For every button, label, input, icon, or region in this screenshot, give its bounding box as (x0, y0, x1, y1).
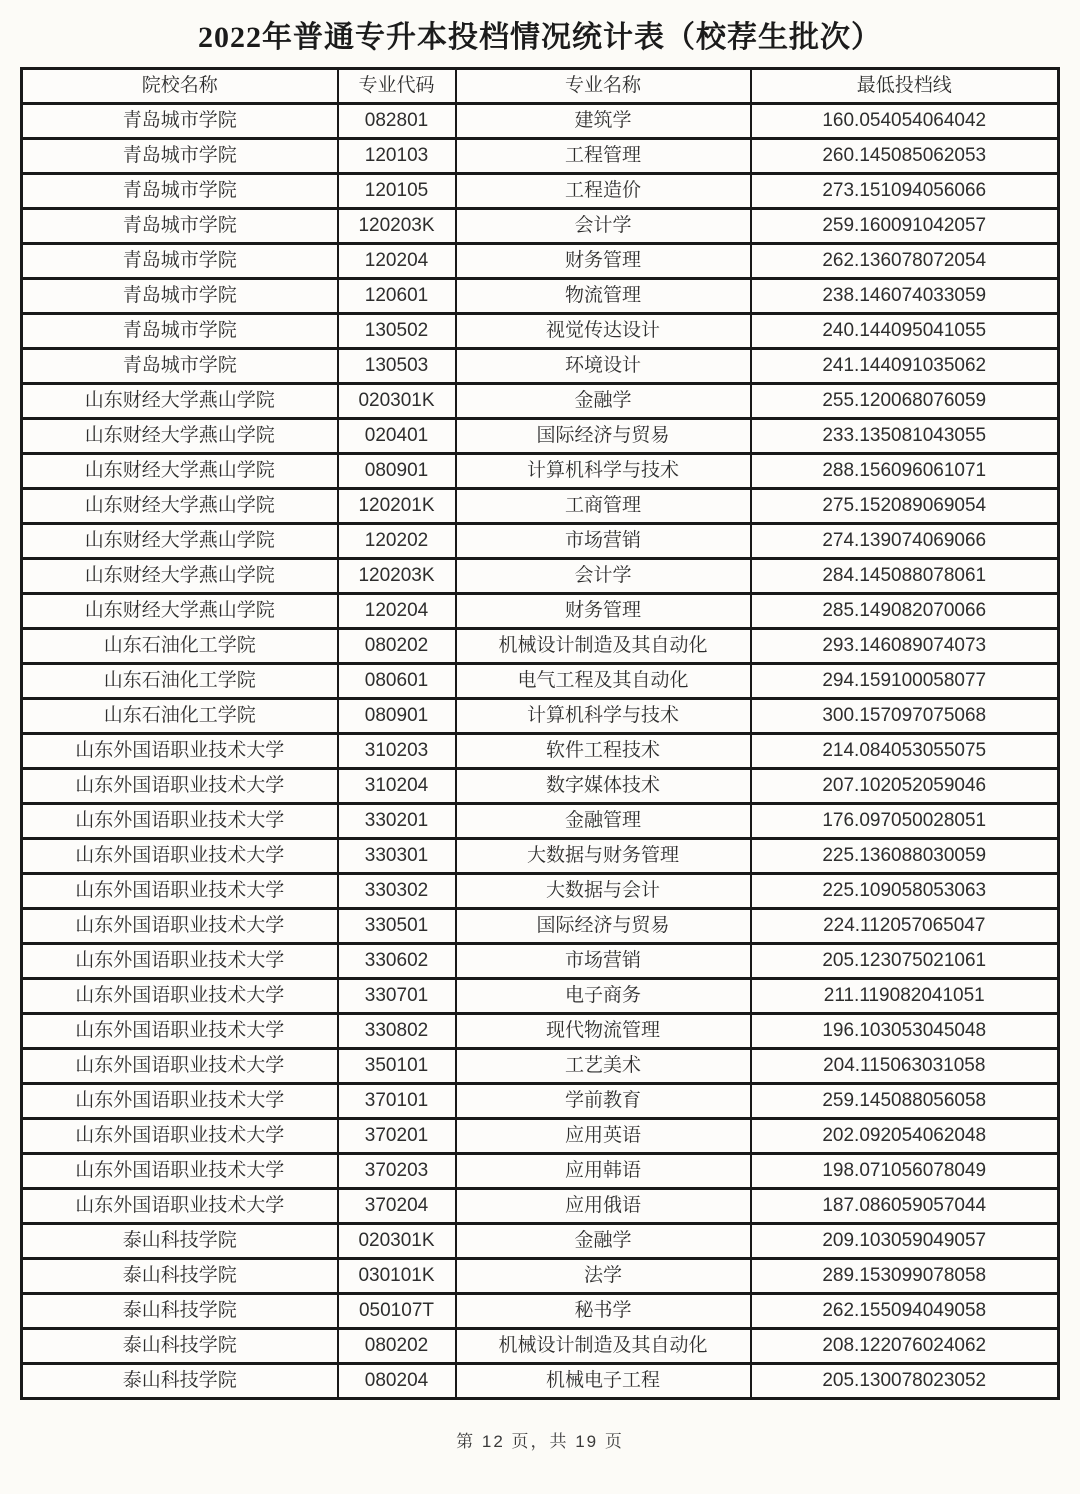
cell-major-code: 080901 (338, 454, 456, 489)
header-major-code: 专业代码 (338, 69, 456, 104)
cell-school-name: 山东财经大学燕山学院 (22, 384, 338, 419)
cell-major-code: 082801 (338, 104, 456, 139)
cell-major-code: 370201 (338, 1119, 456, 1154)
cell-major-code: 330501 (338, 909, 456, 944)
cell-min-score: 300.157097075068 (751, 699, 1059, 734)
cell-major-code: 120204 (338, 594, 456, 629)
cell-major-name: 大数据与财务管理 (456, 839, 751, 874)
cell-major-name: 国际经济与贸易 (456, 419, 751, 454)
cell-major-code: 080901 (338, 699, 456, 734)
cell-min-score: 293.146089074073 (751, 629, 1059, 664)
cell-major-code: 120204 (338, 244, 456, 279)
table-row (22, 1119, 1059, 1154)
cell-school-name: 青岛城市学院 (22, 139, 338, 174)
cell-major-code: 330301 (338, 839, 456, 874)
cell-major-name: 软件工程技术 (456, 734, 751, 769)
cell-school-name: 青岛城市学院 (22, 314, 338, 349)
cell-major-name: 应用英语 (456, 1119, 751, 1154)
cell-school-name: 山东石油化工学院 (22, 699, 338, 734)
cell-school-name: 山东财经大学燕山学院 (22, 594, 338, 629)
cell-major-code: 120203K (338, 559, 456, 594)
cell-major-name: 市场营销 (456, 524, 751, 559)
cell-school-name: 山东外国语职业技术大学 (22, 1154, 338, 1189)
cell-major-code: 370204 (338, 1189, 456, 1224)
table-row (22, 279, 1059, 314)
table-row (22, 664, 1059, 699)
cell-school-name: 山东外国语职业技术大学 (22, 909, 338, 944)
table-row (22, 1224, 1059, 1259)
cell-major-code: 020301K (338, 1224, 456, 1259)
cell-major-name: 工艺美术 (456, 1049, 751, 1084)
table-row (22, 769, 1059, 804)
table-row (22, 944, 1059, 979)
cell-major-name: 电子商务 (456, 979, 751, 1014)
table-row (22, 419, 1059, 454)
cell-major-name: 环境设计 (456, 349, 751, 384)
cell-major-name: 现代物流管理 (456, 1014, 751, 1049)
cell-min-score: 241.144091035062 (751, 349, 1059, 384)
cell-major-name: 会计学 (456, 209, 751, 244)
cell-major-name: 机械设计制造及其自动化 (456, 629, 751, 664)
cell-min-score: 205.123075021061 (751, 944, 1059, 979)
cell-school-name: 泰山科技学院 (22, 1224, 338, 1259)
cell-major-name: 国际经济与贸易 (456, 909, 751, 944)
cell-major-code: 330802 (338, 1014, 456, 1049)
cell-school-name: 青岛城市学院 (22, 279, 338, 314)
cell-major-code: 330302 (338, 874, 456, 909)
cell-major-code: 080202 (338, 1329, 456, 1364)
cell-min-score: 294.159100058077 (751, 664, 1059, 699)
cell-school-name: 山东外国语职业技术大学 (22, 1119, 338, 1154)
cell-major-code: 330602 (338, 944, 456, 979)
cell-major-code: 130502 (338, 314, 456, 349)
cell-school-name: 山东财经大学燕山学院 (22, 454, 338, 489)
cell-major-code: 370203 (338, 1154, 456, 1189)
cell-min-score: 262.155094049058 (751, 1294, 1059, 1329)
cell-major-code: 120103 (338, 139, 456, 174)
cell-school-name: 青岛城市学院 (22, 174, 338, 209)
cell-min-score: 260.145085062053 (751, 139, 1059, 174)
cell-school-name: 青岛城市学院 (22, 349, 338, 384)
cell-major-code: 080202 (338, 629, 456, 664)
table-row (22, 104, 1059, 139)
cell-major-name: 工程造价 (456, 174, 751, 209)
cell-min-score: 240.144095041055 (751, 314, 1059, 349)
cell-major-name: 视觉传达设计 (456, 314, 751, 349)
table-row (22, 804, 1059, 839)
cell-min-score: 259.145088056058 (751, 1084, 1059, 1119)
table-row (22, 384, 1059, 419)
cell-school-name: 山东外国语职业技术大学 (22, 874, 338, 909)
table-row (22, 979, 1059, 1014)
cell-school-name: 泰山科技学院 (22, 1294, 338, 1329)
cell-major-name: 金融管理 (456, 804, 751, 839)
cell-school-name: 青岛城市学院 (22, 209, 338, 244)
cell-major-name: 应用俄语 (456, 1189, 751, 1224)
cell-min-score: 196.103053045048 (751, 1014, 1059, 1049)
cell-major-code: 050107T (338, 1294, 456, 1329)
cell-min-score: 207.102052059046 (751, 769, 1059, 804)
table-row (22, 699, 1059, 734)
header-min-score: 最低投档线 (751, 69, 1059, 104)
cell-major-name: 金融学 (456, 1224, 751, 1259)
cell-min-score: 214.084053055075 (751, 734, 1059, 769)
header-row (22, 69, 1059, 104)
cell-min-score: 285.149082070066 (751, 594, 1059, 629)
cell-major-name: 数字媒体技术 (456, 769, 751, 804)
score-table (20, 67, 1060, 1400)
table-row (22, 524, 1059, 559)
cell-school-name: 青岛城市学院 (22, 104, 338, 139)
cell-min-score: 160.054054064042 (751, 104, 1059, 139)
cell-major-code: 120202 (338, 524, 456, 559)
cell-major-name: 建筑学 (456, 104, 751, 139)
cell-min-score: 255.120068076059 (751, 384, 1059, 419)
cell-min-score: 262.136078072054 (751, 244, 1059, 279)
cell-major-code: 120601 (338, 279, 456, 314)
header-major-name: 专业名称 (456, 69, 751, 104)
table-row (22, 454, 1059, 489)
cell-min-score: 233.135081043055 (751, 419, 1059, 454)
cell-school-name: 山东外国语职业技术大学 (22, 944, 338, 979)
cell-min-score: 225.136088030059 (751, 839, 1059, 874)
cell-min-score: 224.112057065047 (751, 909, 1059, 944)
cell-school-name: 山东外国语职业技术大学 (22, 1084, 338, 1119)
cell-major-name: 大数据与会计 (456, 874, 751, 909)
cell-major-name: 金融学 (456, 384, 751, 419)
table-row (22, 314, 1059, 349)
cell-school-name: 山东财经大学燕山学院 (22, 559, 338, 594)
cell-school-name: 山东外国语职业技术大学 (22, 1049, 338, 1084)
cell-school-name: 泰山科技学院 (22, 1364, 338, 1399)
cell-major-name: 应用韩语 (456, 1154, 751, 1189)
cell-major-code: 020401 (338, 419, 456, 454)
cell-min-score: 284.145088078061 (751, 559, 1059, 594)
cell-school-name: 泰山科技学院 (22, 1329, 338, 1364)
cell-school-name: 山东外国语职业技术大学 (22, 979, 338, 1014)
table-row (22, 1154, 1059, 1189)
cell-school-name: 山东石油化工学院 (22, 629, 338, 664)
table-row (22, 1014, 1059, 1049)
cell-min-score: 176.097050028051 (751, 804, 1059, 839)
cell-min-score: 211.119082041051 (751, 979, 1059, 1014)
cell-school-name: 青岛城市学院 (22, 244, 338, 279)
cell-major-code: 020301K (338, 384, 456, 419)
table-row (22, 244, 1059, 279)
cell-major-name: 财务管理 (456, 594, 751, 629)
table-row (22, 174, 1059, 209)
table-row (22, 629, 1059, 664)
cell-min-score: 274.139074069066 (751, 524, 1059, 559)
cell-major-code: 350101 (338, 1049, 456, 1084)
cell-major-code: 080601 (338, 664, 456, 699)
table-row (22, 734, 1059, 769)
cell-major-code: 120201K (338, 489, 456, 524)
table-row (22, 1049, 1059, 1084)
cell-min-score: 187.086059057044 (751, 1189, 1059, 1224)
table-row (22, 1364, 1059, 1399)
document-title: 2022年普通专升本投档情况统计表（校荐生批次） (198, 21, 882, 54)
table-row (22, 1259, 1059, 1294)
cell-major-name: 计算机科学与技术 (456, 454, 751, 489)
cell-min-score: 275.152089069054 (751, 489, 1059, 524)
cell-school-name: 山东外国语职业技术大学 (22, 1189, 338, 1224)
table-row (22, 874, 1059, 909)
cell-school-name: 山东外国语职业技术大学 (22, 769, 338, 804)
cell-major-name: 电气工程及其自动化 (456, 664, 751, 699)
table-row (22, 1329, 1059, 1364)
cell-major-code: 310204 (338, 769, 456, 804)
cell-school-name: 山东财经大学燕山学院 (22, 489, 338, 524)
cell-school-name: 山东石油化工学院 (22, 664, 338, 699)
cell-major-name: 财务管理 (456, 244, 751, 279)
table-row (22, 1189, 1059, 1224)
cell-school-name: 山东财经大学燕山学院 (22, 524, 338, 559)
cell-major-name: 会计学 (456, 559, 751, 594)
cell-major-name: 机械设计制造及其自动化 (456, 1329, 751, 1364)
cell-min-score: 208.122076024062 (751, 1329, 1059, 1364)
cell-min-score: 225.109058053063 (751, 874, 1059, 909)
table-body (22, 104, 1059, 1399)
cell-min-score: 209.103059049057 (751, 1224, 1059, 1259)
cell-major-name: 机械电子工程 (456, 1364, 751, 1399)
header-school-name: 院校名称 (22, 69, 338, 104)
cell-major-code: 120105 (338, 174, 456, 209)
cell-major-name: 工程管理 (456, 139, 751, 174)
cell-school-name: 泰山科技学院 (22, 1259, 338, 1294)
table-row (22, 209, 1059, 244)
cell-major-code: 130503 (338, 349, 456, 384)
table-row (22, 559, 1059, 594)
cell-major-code: 330701 (338, 979, 456, 1014)
cell-major-code: 120203K (338, 209, 456, 244)
cell-major-name: 法学 (456, 1259, 751, 1294)
cell-major-code: 080204 (338, 1364, 456, 1399)
cell-min-score: 204.115063031058 (751, 1049, 1059, 1084)
table-row (22, 1084, 1059, 1119)
table-row (22, 594, 1059, 629)
table-row (22, 139, 1059, 174)
table-row (22, 489, 1059, 524)
cell-min-score: 259.160091042057 (751, 209, 1059, 244)
cell-school-name: 山东财经大学燕山学院 (22, 419, 338, 454)
cell-school-name: 山东外国语职业技术大学 (22, 1014, 338, 1049)
table-row (22, 349, 1059, 384)
table-row (22, 839, 1059, 874)
cell-min-score: 202.092054062048 (751, 1119, 1059, 1154)
cell-school-name: 山东外国语职业技术大学 (22, 804, 338, 839)
table-header (22, 69, 1059, 104)
cell-school-name: 山东外国语职业技术大学 (22, 734, 338, 769)
cell-min-score: 205.130078023052 (751, 1364, 1059, 1399)
table-row (22, 1294, 1059, 1329)
cell-min-score: 288.156096061071 (751, 454, 1059, 489)
cell-major-name: 工商管理 (456, 489, 751, 524)
cell-min-score: 198.071056078049 (751, 1154, 1059, 1189)
cell-major-name: 物流管理 (456, 279, 751, 314)
table-row (22, 909, 1059, 944)
cell-major-name: 秘书学 (456, 1294, 751, 1329)
cell-major-code: 030101K (338, 1259, 456, 1294)
cell-min-score: 289.153099078058 (751, 1259, 1059, 1294)
cell-major-code: 370101 (338, 1084, 456, 1119)
page-number: 第 12 页，共 19 页 (456, 1432, 624, 1451)
cell-major-name: 市场营销 (456, 944, 751, 979)
cell-major-code: 310203 (338, 734, 456, 769)
cell-min-score: 273.151094056066 (751, 174, 1059, 209)
cell-major-name: 学前教育 (456, 1084, 751, 1119)
cell-major-name: 计算机科学与技术 (456, 699, 751, 734)
cell-major-code: 330201 (338, 804, 456, 839)
cell-school-name: 山东外国语职业技术大学 (22, 839, 338, 874)
cell-min-score: 238.146074033059 (751, 279, 1059, 314)
